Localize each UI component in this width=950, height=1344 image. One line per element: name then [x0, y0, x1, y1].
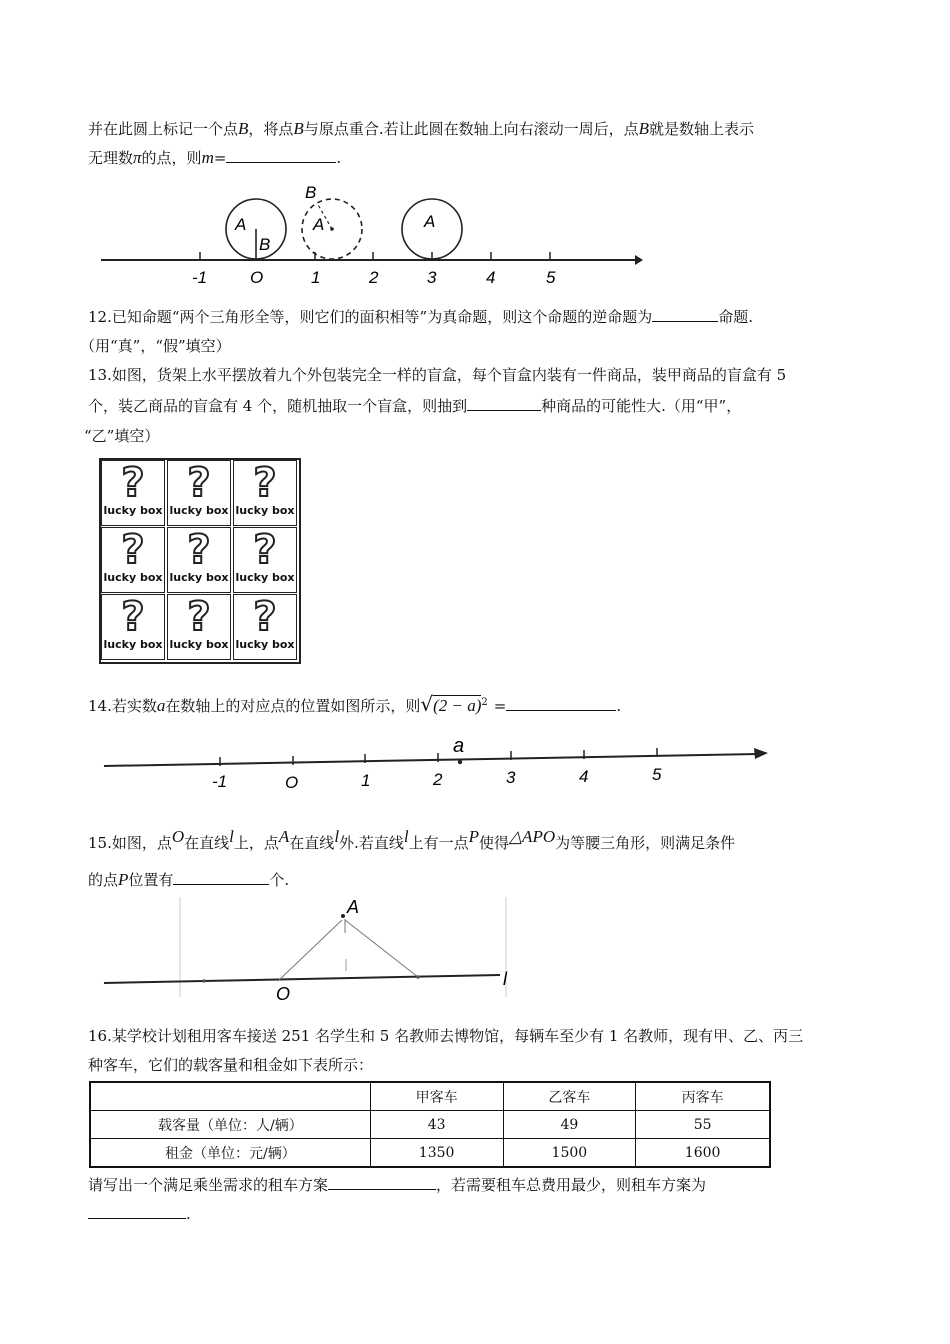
table-cell: 55: [636, 1111, 770, 1139]
table-cell: 1350: [370, 1139, 503, 1168]
center-point: [330, 227, 334, 231]
question-mark-icon: ?: [253, 527, 277, 573]
lucky-box: [101, 527, 165, 593]
lucky-box: [167, 527, 231, 593]
question-mark-icon: ?: [253, 460, 277, 506]
point-a: [341, 914, 345, 918]
table-header: 乙客车: [503, 1082, 636, 1111]
var-p: P: [468, 827, 479, 846]
q16-line-4: .: [88, 1203, 191, 1225]
table-cell: 1500: [503, 1139, 636, 1168]
table-cell: 43: [370, 1111, 503, 1139]
tick-label: O: [250, 268, 264, 287]
var-a: a: [156, 696, 166, 715]
exponent: 2: [481, 697, 488, 708]
box-label: lucky box: [235, 571, 295, 584]
q11-line-1: 并在此圆上标记一个点B，将点B与原点重合.若让此圆在数轴上向右滚动一周后，点B就是数轴上表示: [88, 119, 754, 138]
lucky-box: [233, 527, 297, 593]
tick-label: -1: [212, 772, 228, 791]
answer-blank[interactable]: [226, 148, 336, 163]
answer-blank[interactable]: [467, 396, 541, 411]
segment-ao: [278, 920, 342, 981]
table-row: [90, 1139, 770, 1168]
q16-line-1: 16.某学校计划租用客车接送 251 名学生和 5 名教师去博物馆，每辆车至少有 1 名教师，现有甲、乙、丙三: [88, 1027, 804, 1045]
lucky-box: [167, 594, 231, 660]
q11-line-2: 无理数π的点，则m= .: [88, 148, 342, 167]
var-b: B: [238, 119, 249, 138]
lucky-box-grid: [99, 458, 301, 664]
q12-line-2: （用“真”，“假”填空）: [80, 337, 231, 355]
table-cell: 载客量（单位：人/辆）: [90, 1111, 370, 1139]
q12-line-1: 12.已知命题“两个三角形全等，则它们的面积相等”为真命题，则这个命题的逆命题为 命题.: [88, 308, 753, 326]
var-o: O: [171, 827, 185, 846]
arrow-head-icon: [635, 255, 643, 265]
lucky-box: [101, 594, 165, 660]
tick-label: 4: [486, 268, 496, 287]
tick-label: 1: [311, 268, 321, 287]
q15-line-2: 的点P位置有 个.: [88, 870, 290, 889]
label-b: B: [259, 235, 271, 254]
segment-ap: [345, 920, 418, 977]
point-label-a: a: [453, 735, 465, 757]
tick-label: 2: [369, 268, 379, 287]
point-a: [458, 760, 462, 764]
rental-table: [89, 1081, 771, 1168]
label-a: A: [313, 215, 325, 234]
q14-line: 14.若实数a在数轴上的对应点的位置如图所示，则$√(2 - a)^2$ = .: [88, 692, 622, 716]
var-l: l: [334, 827, 340, 846]
triangle-apo: △APO: [508, 827, 556, 846]
arrow-head-icon: [754, 748, 768, 759]
tick-label: 1: [361, 771, 371, 790]
tick-label: 3: [506, 768, 516, 787]
box-label: lucky box: [235, 504, 295, 517]
q15-figure: [100, 893, 530, 1003]
question-mark-icon: ?: [121, 527, 145, 573]
label-a: A: [424, 212, 436, 231]
label-o: O: [276, 984, 291, 1003]
var-l: l: [229, 827, 234, 846]
tick-label: 2: [433, 770, 443, 789]
table-row: [90, 1111, 770, 1139]
lucky-box: [233, 460, 297, 526]
sqrt-radicand: (2 − a): [433, 696, 482, 715]
tick-label: 5: [652, 765, 662, 784]
box-label: lucky box: [169, 504, 229, 517]
label-a: A: [347, 897, 360, 917]
table-header: 甲客车: [370, 1082, 503, 1111]
box-label: lucky box: [235, 638, 295, 651]
lucky-box: [167, 460, 231, 526]
line-l: [104, 975, 500, 983]
q13-line-1: 13.如图，货架上水平摆放着九个外包装完全一样的盲盒，每个盲盒内装有一件商品，装甲商品的盲盒有 5: [88, 366, 787, 384]
var-pi: π: [133, 148, 142, 167]
table-header: [90, 1082, 370, 1111]
box-label: lucky box: [169, 638, 229, 651]
q11-number-line-figure: [95, 182, 655, 292]
mark: [202, 979, 206, 983]
var-l: l: [403, 827, 409, 846]
table-cell: 租金（单位：元/辆）: [90, 1139, 370, 1168]
tick-label: 5: [546, 268, 556, 287]
question-mark-icon: ?: [253, 594, 277, 640]
var-a: A: [278, 827, 290, 846]
label-a: A: [235, 215, 247, 234]
answer-blank[interactable]: [506, 696, 616, 711]
table-cell: 1600: [636, 1139, 770, 1168]
tick-label: -1: [192, 268, 208, 287]
tick-label: O: [285, 773, 299, 792]
sqrt-expression: [420, 692, 487, 717]
box-label: lucky box: [169, 571, 229, 584]
answer-blank[interactable]: [88, 1204, 186, 1219]
var-b: B: [638, 119, 649, 138]
table-cell: 49: [503, 1111, 636, 1139]
table-header-row: [90, 1082, 770, 1111]
question-mark-icon: ?: [121, 594, 145, 640]
question-mark-icon: ?: [187, 594, 211, 640]
q13-line-3: “乙”填空）: [84, 427, 160, 445]
tick-label: 4: [579, 767, 589, 786]
question-mark-icon: ?: [121, 460, 145, 506]
table-header: 丙客车: [636, 1082, 770, 1111]
var-b: B: [293, 119, 304, 138]
answer-blank[interactable]: [328, 1175, 436, 1190]
label-b: B: [305, 183, 317, 202]
answer-blank[interactable]: [652, 307, 718, 322]
q15-line-1: 15.如图，点$^O$在直线$^l$上，点$^A$在直线$^l$外.若直线$^l$上有一点$^P$使得$^{\triangle APO}$为等腰三角形，则满足条件: [88, 827, 736, 852]
lucky-box: [233, 594, 297, 660]
q16-line-3: 请写出一个满足乘坐需求的租车方案 ，若需要租车总费用最少，则租车方案为: [88, 1176, 707, 1194]
label-l: l: [503, 969, 507, 989]
var-p: P: [118, 870, 129, 889]
q16-line-2: 种客车，它们的载客量和租金如下表所示：: [88, 1056, 374, 1074]
box-label: lucky box: [103, 638, 163, 651]
q13-line-2: 个，装乙商品的盲盒有 4 个，随机抽取一个盲盒，则抽到 种商品的可能性大.（用“甲”，: [88, 397, 742, 415]
mark: [416, 975, 420, 979]
tick-label: 3: [427, 268, 437, 287]
box-label: lucky box: [103, 504, 163, 517]
var-m: m: [201, 148, 214, 167]
answer-blank[interactable]: [173, 870, 269, 885]
question-mark-icon: ?: [187, 527, 211, 573]
q14-number-line-figure: [98, 732, 778, 794]
sqrt-sign-icon: √: [420, 692, 434, 716]
question-mark-icon: ?: [187, 460, 211, 506]
lucky-box: [101, 460, 165, 526]
box-label: lucky box: [103, 571, 163, 584]
